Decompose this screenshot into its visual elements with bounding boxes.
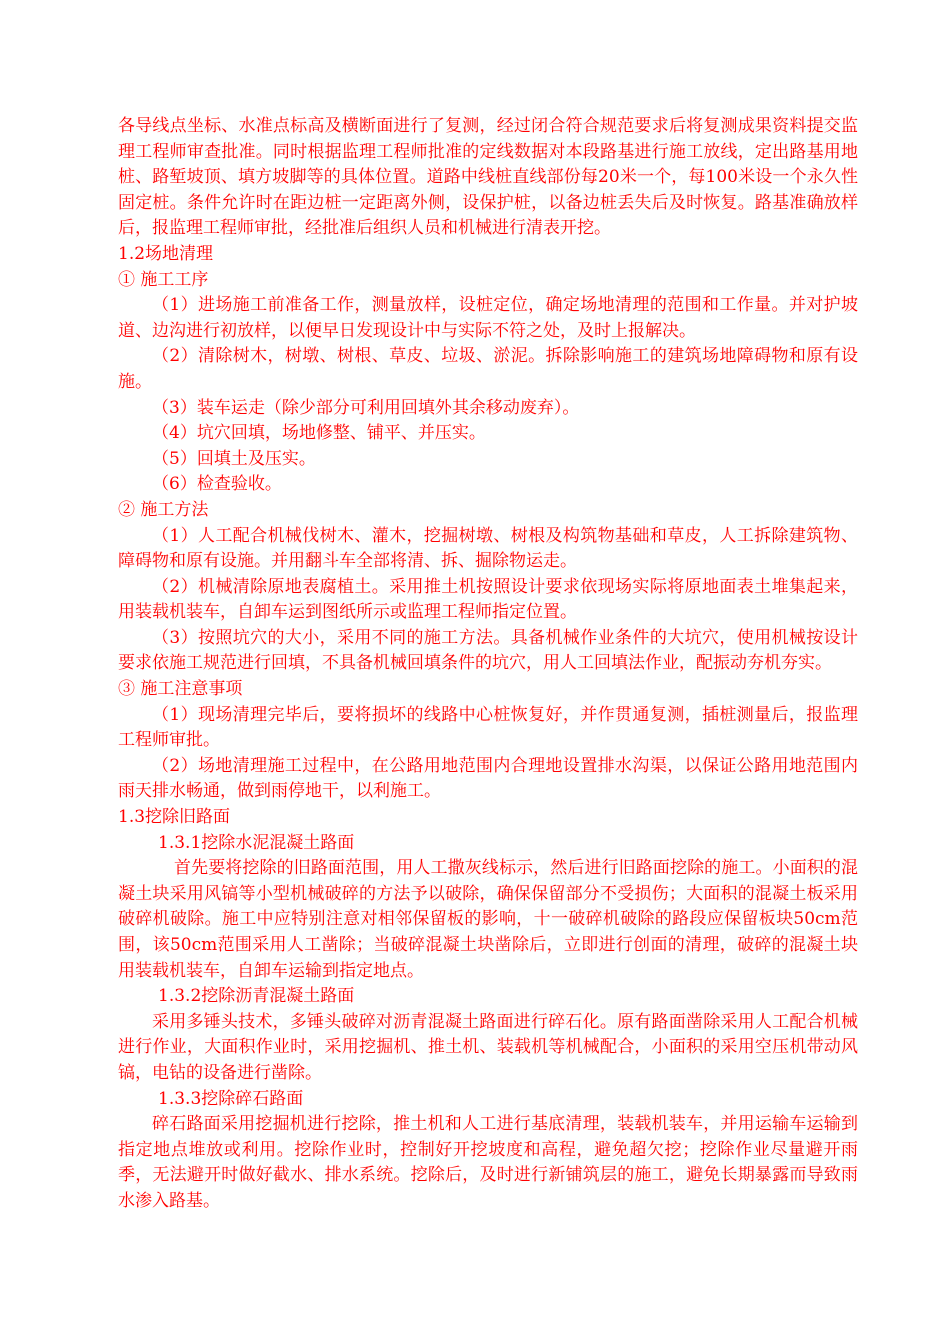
procedure-item: （1）进场施工前准备工作，测量放样，设桩定位，确定场地清理的范围和工作量。并对护坡道、边沟进行初放样，以便早日发现设计中与实际不符之处，及时上报解决。	[118, 295, 858, 341]
document-page	[118, 114, 858, 1215]
section-1-2-title: 1.2场地清理	[118, 243, 214, 264]
subsection-1-3-3-title: 1.3.3挖除碎石路面	[158, 1088, 304, 1109]
subsection-1-3-2-title: 1.3.2挖除沥青混凝土路面	[158, 986, 355, 1007]
procedure-item: （3）装车运走（除少部分可利用回填外其余移动废弃）。	[152, 397, 580, 418]
procedure-item: （6）检查验收。	[152, 474, 282, 495]
method-item: （3）按照坑穴的大小，采用不同的施工方法。具备机械作业条件的大坑穴，使用机械按设计要求依施工规范进行回填，不具备机械回填条件的坑穴，用人工回填法作业，配振动夯机夯实。	[118, 627, 858, 674]
subsection-1-3-2-body: 采用多锤头技术，多锤头破碎对沥青混凝土路面进行碎石化。原有路面凿除采用人工配合机械进行作业，大面积作业时，采用挖掘机、推土机、装载机等机械配合，小面积的采用空压机带动风镐，电钻的设备进行凿除。	[118, 1011, 858, 1083]
intro-paragraph: 各导线点坐标、水准点标高及横断面进行了复测，经过闭合符合规范要求后将复测成果资料提交监理工程师审查批准。同时根据监理工程师批准的定线数据对本段路基进行施工放线，定出路基用地桩、路堑坡顶、填方坡脚等的具体位置。道路中线桩直线部份每20米一个，每100米设一个永久性固定桩。条件允许时在距边桩一定距离外侧，设保护桩，以备边桩丢失后及时恢复。路基准确放样后，报监理工程师审批，经批准后组织人员和机械进行清表开挖。	[118, 116, 858, 239]
subsection-1-3-3-body: 碎石路面采用挖掘机进行挖除，推土机和人工进行基底清理，装载机装车，并用运输车运输到指定地点堆放或利用。挖除作业时，控制好开挖坡度和高程，避免超欠挖；挖除作业尽量避开雨季，无法避开时做好截水、排水系统。挖除后，及时进行新铺筑层的施工，避免长期暴露而导致雨水渗入路基。	[118, 1114, 858, 1211]
procedure-item: （2）清除树木，树墩、树根、草皮、垃圾、淤泥。拆除影响施工的建筑场地障碍物和原有设施。	[118, 346, 858, 392]
subsection-1-3-1-title: 1.3.1挖除水泥混凝土路面	[158, 832, 355, 853]
subsection-procedure-title: ① 施工工序	[118, 269, 209, 290]
notes-item: （2）场地清理施工过程中，在公路用地范围内合理地设置排水沟渠，以保证公路用地范围内雨天排水畅通，做到雨停地干，以利施工。	[118, 755, 858, 802]
section-1-3-title: 1.3挖除旧路面	[118, 807, 231, 828]
subsection-notes-title: ③ 施工注意事项	[118, 679, 243, 700]
method-item: （2）机械清除原地表腐植土。采用推土机按照设计要求依现场实际将原地面表土堆集起来，用装载机装车，自卸车运到图纸所示或监理工程师指定位置。	[118, 576, 858, 623]
subsection-method-title: ② 施工方法	[118, 499, 209, 520]
subsection-1-3-1-body: 首先要将挖除的旧路面范围，用人工撒灰线标示，然后进行旧路面挖除的施工。小面积的混凝土块采用风镐等小型机械破碎的方法予以破除，确保保留部分不受损伤；大面积的混凝土板采用破碎机破除。施工中应特别注意对相邻保留板的影响，十一破碎机破除的路段应保留板块50cm范围，该50cm范围采用人工凿除；当破碎混凝土块凿除后，立即进行创面的清理，破碎的混凝土块用装载机装车，自卸车运输到指定地点。	[118, 858, 858, 981]
procedure-item: （5）回填土及压实。	[152, 448, 316, 469]
procedure-item: （4）坑穴回填，场地修整、铺平、并压实。	[152, 423, 486, 444]
method-item: （1）人工配合机械伐树木、灌木，挖掘树墩、树根及构筑物基础和草皮，人工拆除建筑物、障碍物和原有设施。并用翻斗车全部将清、拆、掘除物运走。	[118, 525, 858, 572]
notes-item: （1）现场清理完毕后，要将损坏的线路中心桩恢复好，并作贯通复测，插桩测量后，报监理工程师审批。	[118, 704, 858, 751]
